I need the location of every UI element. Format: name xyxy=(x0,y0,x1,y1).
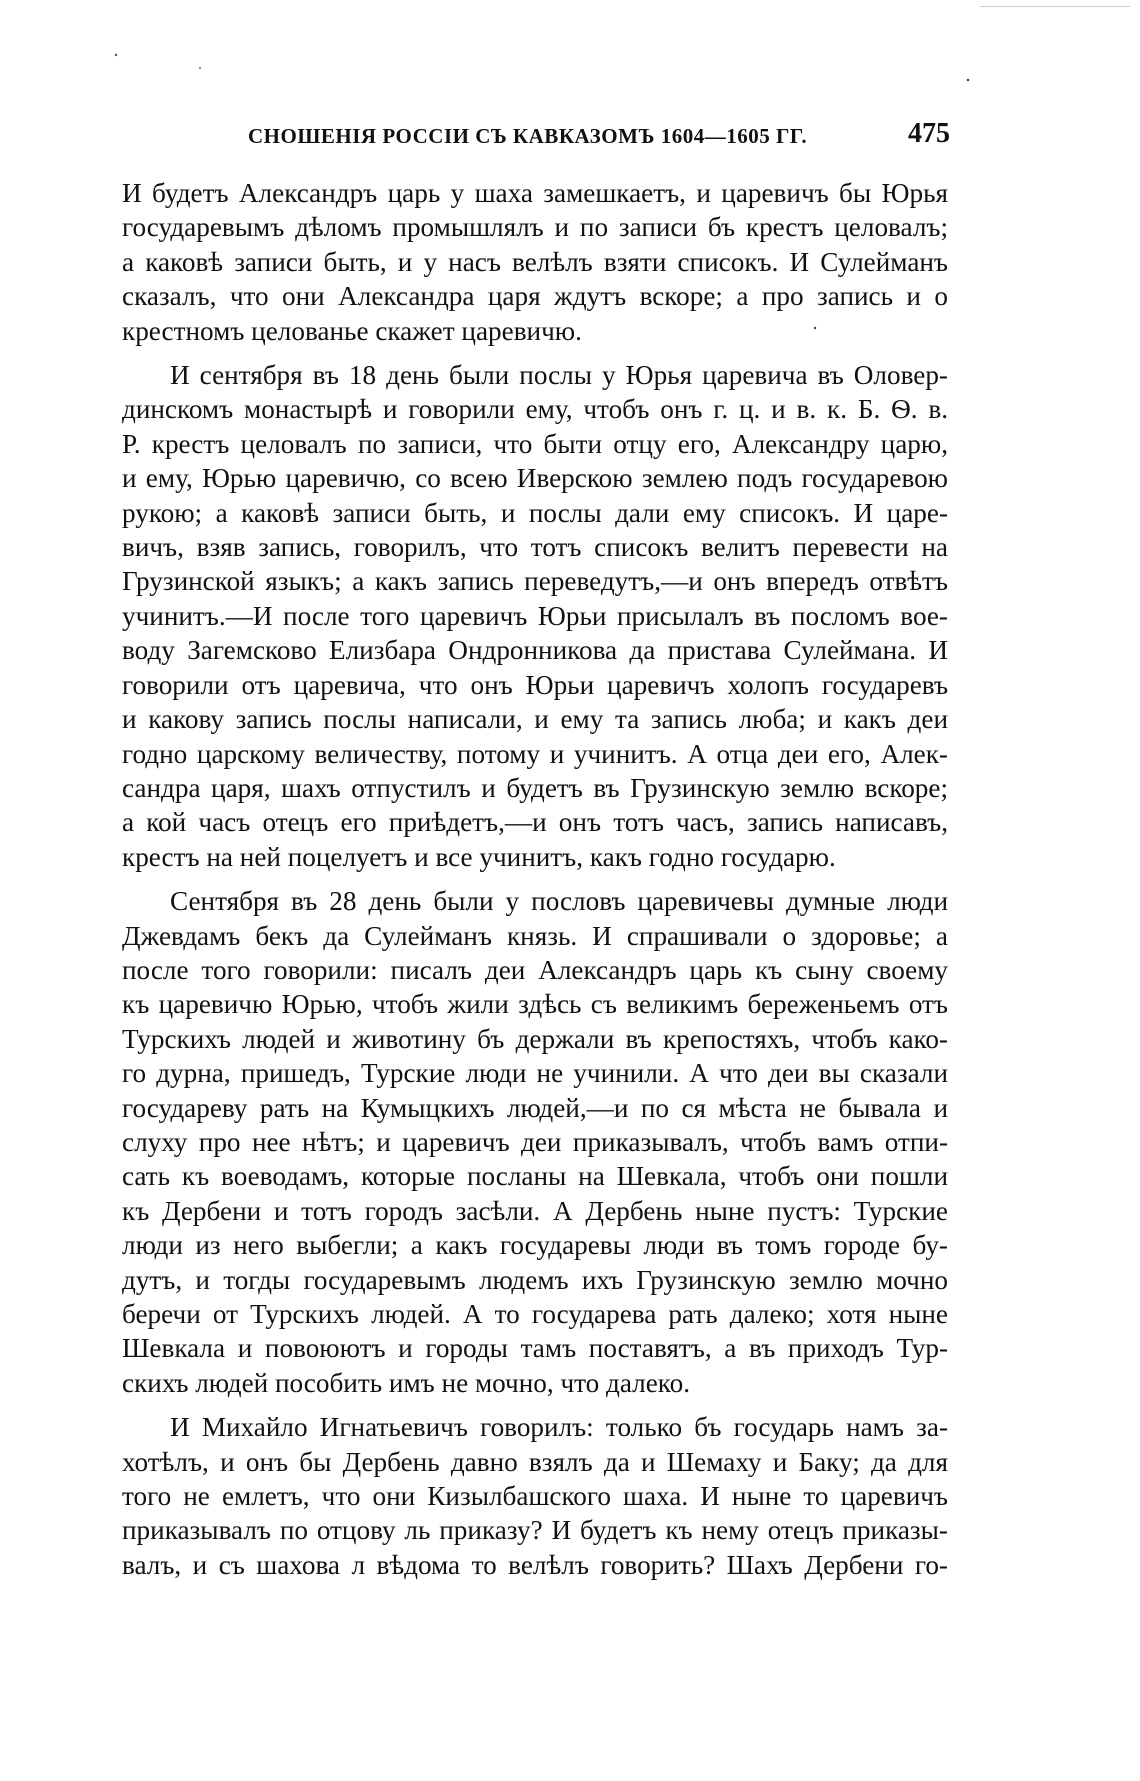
text-line: сать къ воеводамъ, которые посланы на Шевкала, чтобъ они пошли xyxy=(122,1161,948,1192)
text-line: годно царскому величеству, потому и учинитъ. А отца деи его, Алек- xyxy=(122,738,948,769)
text-line: Р. крестъ целовалъ по записи, что быти отцу его, Александру царю, xyxy=(122,428,948,459)
text-line: люди из него выбегли; а какъ государевы люди въ томъ городе бу- xyxy=(122,1230,948,1261)
text-line: дутъ, и тогды государевымъ людемъ ихъ Грузинскую землю мочно xyxy=(122,1264,948,1295)
text-line: хотѣлъ, и онъ бы Дербень давно взялъ да и Шемаху и Баку; да для xyxy=(122,1446,948,1477)
text-line: государеву рать на Кумыцкихъ людей,—и по ся мѣста не бывала и xyxy=(122,1092,948,1123)
text-line: валъ, и съ шахова л вѣдома то велѣлъ говорить? Шахъ Дербени го- xyxy=(122,1549,948,1580)
text-line: Грузинской языкъ; а какъ запись переведутъ,—и онъ впередъ отвѣтъ xyxy=(122,566,948,597)
paragraph-3 xyxy=(122,884,948,1400)
text-line: динскомъ монастырѣ и говорили ему, чтобъ онъ г. ц. и в. к. Б. Ѳ. в. xyxy=(122,394,948,425)
paragraph-2 xyxy=(122,358,948,874)
text-line: крестъ на ней поцелуетъ и все учинитъ, какъ годно государю. xyxy=(122,841,836,872)
text-line: учинитъ.—И после того царевичъ Юрьи присылалъ въ посломъ вое- xyxy=(122,600,948,631)
text-line: того не емлетъ, что они Кизылбашского шаха. И ныне то царевичъ xyxy=(122,1481,948,1512)
text-line: после того говорили: писалъ деи Александръ царь къ сыну своему xyxy=(122,954,948,985)
text-line: рукою; а каковѣ записи быть, и послы дали ему списокъ. И царе- xyxy=(122,497,948,528)
text-line: говорили отъ царевича, что онъ Юрьи царевичъ холопъ государевъ xyxy=(122,669,948,700)
text-line: вичъ, взяв запись, говорилъ, что тотъ списокъ велитъ перевести на xyxy=(122,532,948,563)
text-line: Турскихъ людей и животину бъ держали въ крепостяхъ, чтобъ како- xyxy=(122,1023,948,1054)
text-line: скихъ людей пособить имъ не мочно, что далеко. xyxy=(122,1367,691,1398)
page-header xyxy=(118,118,950,158)
speck-mark xyxy=(967,79,970,82)
text-line: къ Дербени и тотъ городъ засѣли. А Дербень ныне пустъ: Турские xyxy=(122,1195,948,1226)
paragraph-4 xyxy=(122,1410,948,1582)
text-line: сандра царя, шахъ отпустилъ и будетъ въ Грузинскую землю вскоре; xyxy=(122,772,948,803)
page-number: 475 xyxy=(908,118,950,149)
text-line: слуху про нее нѣтъ; и царевичъ деи приказывалъ, чтобъ вамъ отпи- xyxy=(122,1126,948,1157)
text-line: го дурна, пришедъ, Турские люди не учинили. А что деи вы сказали xyxy=(122,1058,948,1089)
speck-mark xyxy=(115,54,117,56)
text-line: сказалъ, что они Александра царя ждутъ вскоре; а про запись и о xyxy=(122,281,948,312)
text-line: государевымъ дѣломъ промышлялъ и по записи бъ крестъ целовалъ; xyxy=(122,212,948,243)
text-line: Джевдамъ бекъ да Сулейманъ князь. И спрашивали о здоровье; а xyxy=(122,920,948,951)
text-line: а кой часъ отецъ его приѣдетъ,—и онъ тотъ часъ, запись написавъ, xyxy=(122,807,948,838)
text-line: беречи от Турскихъ людей. А то государева рать далеко; хотя ныне xyxy=(122,1299,948,1329)
text-line: И Михайло Игнатьевичъ говорилъ: только бъ государь намъ за- xyxy=(170,1412,948,1443)
text-line: воду Загемсково Елизбара Ондронникова да пристава Сулеймана. И xyxy=(122,635,948,666)
scan-edge-line xyxy=(980,6,1130,7)
text-line: приказывалъ по отцову ль приказу? И будетъ къ нему отецъ приказы- xyxy=(122,1515,948,1546)
text-line: а каковѣ записи быть, и у насъ велѣлъ взяти списокъ. И Сулейманъ xyxy=(122,246,948,277)
text-line: Шевкала и повоюютъ и городы тамъ поставятъ, а въ приходъ Тур- xyxy=(122,1333,948,1364)
text-line: И сентября въ 18 день были послы у Юрья царевича въ Оловер- xyxy=(170,360,948,391)
text-line: Сентября въ 28 день были у пословъ царевичевы думные люди xyxy=(170,886,948,917)
paragraph-1 xyxy=(122,176,948,348)
text-line: крестномъ целованье скажет царевичю. xyxy=(122,315,582,346)
text-line: къ царевичю Юрью, чтобъ жили здѣсь съ великимъ береженьемъ отъ xyxy=(122,989,948,1020)
running-head: СНОШЕНІЯ РОССІИ СЪ КАВКАЗОМЪ 1604—1605 ГГ. xyxy=(248,124,808,148)
body-text xyxy=(122,176,948,1582)
text-line: и какову запись послы написали, и ему та запись люба; и какъ деи xyxy=(122,704,948,735)
text-line: И будетъ Александръ царь у шаха замешкаетъ, и царевичъ бы Юрья xyxy=(122,178,948,208)
text-line: и ему, Юрью царевичю, со всею Иверскою землею подъ государевою xyxy=(122,463,948,494)
speck-mark xyxy=(199,67,201,69)
